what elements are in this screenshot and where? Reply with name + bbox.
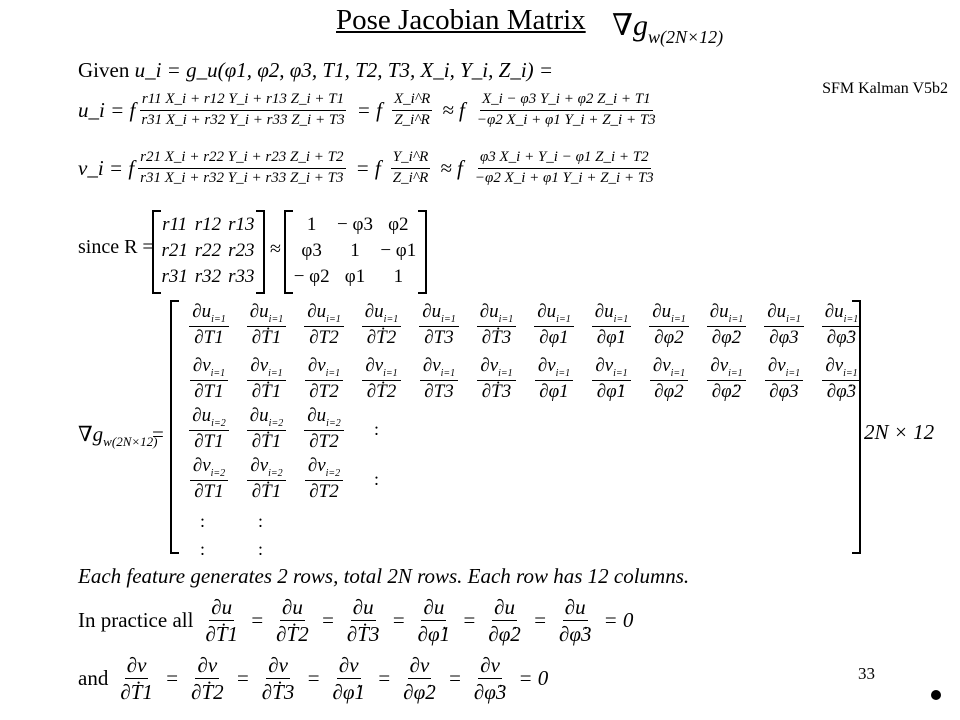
ellipsis-mark: : bbox=[374, 419, 380, 439]
r-matrix-cell: r23 bbox=[228, 240, 255, 261]
jacobian-row2-partial: $\frac{\partial v_{i=1}}{\partial\varphi̇1}$ bbox=[592, 356, 630, 402]
jacobian-row1-partial: $\frac{\partial u_{i=1}}{\partial T3}$ bbox=[419, 302, 458, 348]
jacobian-row1-cell bbox=[295, 302, 353, 348]
jacobian-row2-cell bbox=[353, 356, 411, 402]
jacobian-row3-partial: $\frac{\partial u_{i=2}}{\text{∂Ṫ1}}$ bbox=[247, 406, 286, 452]
jacobian-subscript: w(2N×12) bbox=[103, 434, 158, 450]
jacobian-row2-partial: $\frac{\partial v_{i=1}}{\partial\varphi 1}$ bbox=[535, 356, 573, 402]
approx-matrix-cell: 1 bbox=[306, 214, 317, 235]
jacobian-lhs bbox=[78, 422, 158, 450]
ellipsis-mark: : bbox=[258, 539, 264, 559]
jacobian-row1-partial: $\frac{\partial u_{i=1}}{\text{∂Ṫ1}}$ bbox=[247, 302, 286, 348]
practice-fractions bbox=[199, 596, 597, 645]
jacobian-row3-partial: $\frac{\partial u_{i=2}}{\partial T2}$ bbox=[304, 406, 343, 452]
u-fraction-3 bbox=[475, 92, 658, 129]
r-matrix-cell: r11 bbox=[162, 214, 188, 235]
jacobian-row3-cell bbox=[180, 406, 238, 452]
approx-matrix-right-bracket bbox=[418, 210, 427, 294]
and-fraction: $\frac{\partial v}{\partial\varphi̇1}$ bbox=[332, 653, 366, 705]
and-equals: = bbox=[377, 666, 392, 691]
and-equals: = bbox=[164, 666, 180, 691]
title-gradient-symbol bbox=[612, 8, 723, 48]
given-expression: u_i = g_u(φ1, φ2, φ3, T1, T2, T3, X_i, Y_i, Z_i) = bbox=[134, 58, 554, 82]
jacobian-row2-cell bbox=[583, 356, 641, 402]
approx-matrix-cell: φ3 bbox=[301, 240, 322, 261]
jacobian-row1-partial: $\frac{\partial u_{i=1}}{\partial\varphi 1}$ bbox=[534, 302, 573, 348]
practice-line bbox=[78, 596, 639, 645]
u-den3: −φ2 X_i + φ1 Y_i + Z_i + T3 bbox=[476, 111, 656, 128]
approx-matrix-cell: φ1 bbox=[344, 266, 366, 287]
jacobian-equals: = bbox=[152, 422, 164, 446]
jacobian-row3-cell bbox=[238, 406, 296, 452]
practice-fraction: $\frac{\partial u}{\text{∂Ṫ3}}$ bbox=[346, 595, 380, 647]
u-fraction-1 bbox=[139, 92, 346, 129]
approx-matrix bbox=[290, 212, 420, 290]
jacobian-row2-partial: $\frac{\partial v_{i=1}}{\text{∂Ṫ1}}$ bbox=[247, 356, 285, 402]
approx-symbol: ≈ bbox=[270, 238, 281, 260]
jacobian-row1-partial: $\frac{\partial u_{i=1}}{\partial\varphi 2}$ bbox=[649, 302, 688, 348]
jacobian-row2-partial: $\frac{\partial v_{i=1}}{\partial\varphi 3}$ bbox=[765, 356, 803, 402]
title-symbol: ∇g bbox=[612, 9, 648, 42]
v-num2: Y_i^R bbox=[391, 150, 431, 169]
jacobian-row4-cell bbox=[238, 456, 296, 502]
practice-equals: = bbox=[532, 608, 547, 633]
jacobian-row1-cell bbox=[525, 302, 583, 348]
ellipsis-mark: : bbox=[374, 469, 380, 489]
v-fraction-3 bbox=[473, 150, 656, 187]
jacobian-row2-cell bbox=[698, 356, 756, 402]
and-equals: = bbox=[447, 666, 462, 691]
jacobian-row2-cell bbox=[755, 356, 813, 402]
v-den1: r31 X_i + r32 Y_i + r33 Z_i + T3 bbox=[140, 169, 344, 186]
v-den3: −φ2 X_i + φ1 Y_i + Z_i + T3 bbox=[474, 169, 654, 186]
practice-equals: = bbox=[250, 608, 265, 633]
u-den2: Z_i^R bbox=[394, 111, 430, 128]
and-line bbox=[78, 654, 554, 703]
and-prefix: and bbox=[78, 666, 109, 691]
r-matrix-cell: r21 bbox=[161, 240, 188, 261]
title-subscript: w(2N×12) bbox=[647, 27, 724, 47]
jacobian-row2-partial: $\frac{\partial v_{i=1}}{\partial\varphi̇3}$ bbox=[822, 356, 860, 402]
corner-label: SFM Kalman V5b2 bbox=[822, 80, 948, 97]
r-matrix-cell: r31 bbox=[161, 266, 188, 287]
approx-matrix-cell: − φ2 bbox=[293, 266, 330, 287]
jacobian-row2-partial: $\frac{\partial v_{i=1}}{\text{∂Ṫ2}}$ bbox=[362, 356, 400, 402]
jacobian-row1-partial: $\frac{\partial u_{i=1}}{\partial\varphi̇1}$ bbox=[592, 302, 631, 348]
jacobian-row1-cell bbox=[813, 302, 871, 348]
jacobian-right-bracket bbox=[852, 300, 861, 554]
jacobian-row1-cell bbox=[353, 302, 411, 348]
and-zero: = 0 bbox=[518, 666, 549, 691]
v-fraction-2 bbox=[391, 150, 431, 187]
given-line bbox=[78, 58, 553, 83]
jacobian-row2-partial: $\frac{\partial v_{i=1}}{\partial\varphi̇2}$ bbox=[707, 356, 745, 402]
jacobian-row2-partial: $\frac{\partial v_{i=1}}{\partial T2}$ bbox=[305, 356, 343, 402]
approx-matrix-cell: 1 bbox=[393, 266, 404, 287]
jacobian-row2-partial: $\frac{\partial v_{i=1}}{\partial T1}$ bbox=[190, 356, 228, 402]
jacobian-row1-partial: $\frac{\partial u_{i=1}}{\text{∂Ṫ2}}$ bbox=[362, 302, 401, 348]
r-matrix-cell: r32 bbox=[194, 266, 222, 287]
jacobian-row1-partial: $\frac{\partial u_{i=1}}{\partial\varphi̇2}$ bbox=[707, 302, 746, 348]
practice-prefix: In practice all bbox=[78, 608, 194, 633]
jacobian-row3-partial: $\frac{\partial u_{i=2}}{\partial T1}$ bbox=[189, 406, 228, 452]
jacobian-row2-partial: $\frac{\partial v_{i=1}}{\text{∂Ṫ3}}$ bbox=[477, 356, 515, 402]
given-prefix: Given bbox=[78, 58, 130, 82]
rotation-prefix: since R = bbox=[78, 236, 154, 258]
and-fraction: $\frac{\partial v}{\text{∂Ṫ3}}$ bbox=[261, 653, 295, 705]
jacobian-row2-partial: $\frac{\partial v_{i=1}}{\partial T3}$ bbox=[420, 356, 458, 402]
jacobian-row2-cell bbox=[295, 356, 353, 402]
jacobian-symbol: ∇g bbox=[78, 422, 104, 446]
jacobian-row2-cell bbox=[640, 356, 698, 402]
practice-fraction: $\frac{\partial u}{\text{∂Ṫ1}}$ bbox=[205, 595, 238, 647]
approx-matrix-cell: φ2 bbox=[388, 214, 409, 235]
practice-fraction: $\frac{\partial u}{\text{∂Ṫ2}}$ bbox=[276, 595, 309, 647]
jacobian-row1-cell bbox=[583, 302, 641, 348]
u-num1: r11 X_i + r12 Y_i + r13 Z_i + T1 bbox=[140, 92, 346, 111]
page-number: 33 bbox=[858, 664, 875, 683]
u-den1: r31 X_i + r32 Y_i + r33 Z_i + T3 bbox=[141, 111, 345, 128]
approx-matrix-cell: 1 bbox=[350, 240, 360, 261]
ellipsis-mark: : bbox=[200, 539, 206, 559]
jacobian-row2-cell bbox=[468, 356, 526, 402]
practice-equals: = bbox=[391, 608, 406, 633]
and-fractions bbox=[114, 654, 512, 703]
practice-fraction: $\frac{\partial u}{\partial\varphi̇1}$ bbox=[417, 595, 451, 647]
practice-zero: = 0 bbox=[603, 608, 634, 633]
jacobian-left-bracket bbox=[170, 300, 179, 554]
jacobian-row1-partial: $\frac{\partial u_{i=1}}{\partial\varphi 3}$ bbox=[764, 302, 803, 348]
approx-matrix-cell: − φ3 bbox=[337, 214, 373, 235]
jacobian-row2-partial: $\frac{\partial v_{i=1}}{\partial\varphi 2}$ bbox=[650, 356, 688, 402]
jacobian-row4-partial: $\frac{\partial v_{i=2}}{\partial T2}$ bbox=[305, 456, 343, 502]
jacobian-row4-cell bbox=[295, 456, 353, 502]
r-matrix-cell: r12 bbox=[194, 214, 222, 235]
jacobian-row1-cell bbox=[180, 302, 238, 348]
and-fraction: $\frac{\partial v}{\text{∂Ṫ1}}$ bbox=[120, 653, 153, 705]
jacobian-row2-cell bbox=[238, 356, 296, 402]
v-num3: φ3 X_i + Y_i − φ1 Z_i + T2 bbox=[478, 150, 651, 169]
jacobian-row4-partial: $\frac{\partial v_{i=2}}{\text{∂Ṫ1}}$ bbox=[247, 456, 285, 502]
approx-matrix-cell: − φ1 bbox=[380, 240, 417, 261]
practice-equals: = bbox=[462, 608, 477, 633]
page-title: Pose Jacobian Matrix bbox=[336, 4, 586, 36]
v-num1: r21 X_i + r22 Y_i + r23 Z_i + T2 bbox=[138, 150, 345, 169]
practice-fraction: $\frac{\partial u}{\partial\varphi̇3}$ bbox=[558, 595, 592, 647]
jacobian-row1-cell bbox=[468, 302, 526, 348]
jacobian-row4-cell bbox=[180, 456, 238, 502]
practice-fraction: $\frac{\partial u}{\partial\varphi̇2}$ bbox=[488, 595, 521, 647]
jacobian-row1-cell bbox=[698, 302, 756, 348]
r-matrix-cell: r22 bbox=[194, 240, 222, 261]
and-equals: = bbox=[306, 666, 321, 691]
jacobian-size-label: 2N × 12 bbox=[864, 420, 935, 444]
jacobian-row1-cell bbox=[755, 302, 813, 348]
jacobian-row1-cell bbox=[238, 302, 296, 348]
u-lhs: u_i = f bbox=[78, 97, 136, 122]
jacobian-row1-partial: $\frac{\partial u_{i=1}}{\partial T2}$ bbox=[304, 302, 343, 348]
bullet-dot bbox=[931, 690, 941, 700]
v-equation: v_i = f $\frac{r21 X\_i + r22 Y\_i + r23 Z\_i + T2}{r31 X\_i + r32 Y\_i + r33 Z\_i + T3}$ = f $\frac{Y\_i\^{}R}{Z\_i\^{}R}$ ≈ f $\frac{\varphi 3 X\_i + Y\_i - \varphi 1 Z\_i + T2}{-\varphi 2 X\_i + \varphi 1 Y\_i + Z\_i + T3}$ bbox=[78, 149, 654, 186]
and-fraction: $\frac{\partial v}{\partial\varphi̇3}$ bbox=[473, 653, 507, 705]
u-num2: X_i^R bbox=[392, 92, 432, 111]
jacobian-row1-partial: $\frac{\partial u_{i=1}}{\text{∂Ṫ3}}$ bbox=[477, 302, 516, 348]
v-fraction-1 bbox=[138, 150, 345, 187]
jacobian-row2-cell bbox=[180, 356, 238, 402]
r-matrix bbox=[158, 212, 258, 290]
practice-equals: = bbox=[320, 608, 335, 633]
jacobian-row4-partial: $\frac{\partial v_{i=2}}{\partial T1}$ bbox=[190, 456, 228, 502]
feature-sentence: Each feature generates 2 rows, total 2N rows. Each row has 12 columns. bbox=[78, 564, 690, 588]
and-equals: = bbox=[235, 666, 250, 691]
r-matrix-cell: r33 bbox=[228, 266, 255, 287]
v-lhs: v_i = f bbox=[78, 155, 135, 180]
u-equation: u_i = f $\frac{r11 X\_i + r12 Y\_i + r13 Z\_i + T1}{r31 X\_i + r32 Y\_i + r33 Z\_i + T3}$ = f $\frac{X\_i\^{}R}{Z\_i\^{}R}$ ≈ f $\frac{X\_i - \varphi 3 Y\_i + \varphi 2 Z\_i + T1}{-\varphi 2 X\_i + \varphi 1 Y\_i + Z\_i + T3}$ bbox=[78, 91, 656, 128]
ellipsis-mark: : bbox=[200, 511, 206, 531]
u-fraction-2 bbox=[392, 92, 432, 129]
jacobian-row2-cell bbox=[813, 356, 871, 402]
jacobian-row1-partial: $\frac{\partial u_{i=1}}{\partial T1}$ bbox=[189, 302, 228, 348]
ellipsis-mark: : bbox=[258, 511, 264, 531]
jacobian-row3-cell bbox=[295, 406, 353, 452]
and-fraction: $\frac{\partial v}{\partial\varphi̇2}$ bbox=[403, 653, 436, 705]
jacobian-row2-cell bbox=[525, 356, 583, 402]
and-fraction: $\frac{\partial v}{\text{∂Ṫ2}}$ bbox=[191, 653, 224, 705]
v-den2: Z_i^R bbox=[392, 169, 429, 186]
jacobian-row1-partial: $\frac{\partial u_{i=1}}{\partial\varphi̇3}$ bbox=[822, 302, 861, 348]
u-num3: X_i − φ3 Y_i + φ2 Z_i + T1 bbox=[480, 92, 653, 111]
jacobian-row2-cell bbox=[410, 356, 468, 402]
r-matrix-right-bracket bbox=[256, 210, 265, 294]
jacobian-row1-cell bbox=[640, 302, 698, 348]
jacobian-row1-cell bbox=[410, 302, 468, 348]
r-matrix-cell: r13 bbox=[228, 214, 255, 235]
